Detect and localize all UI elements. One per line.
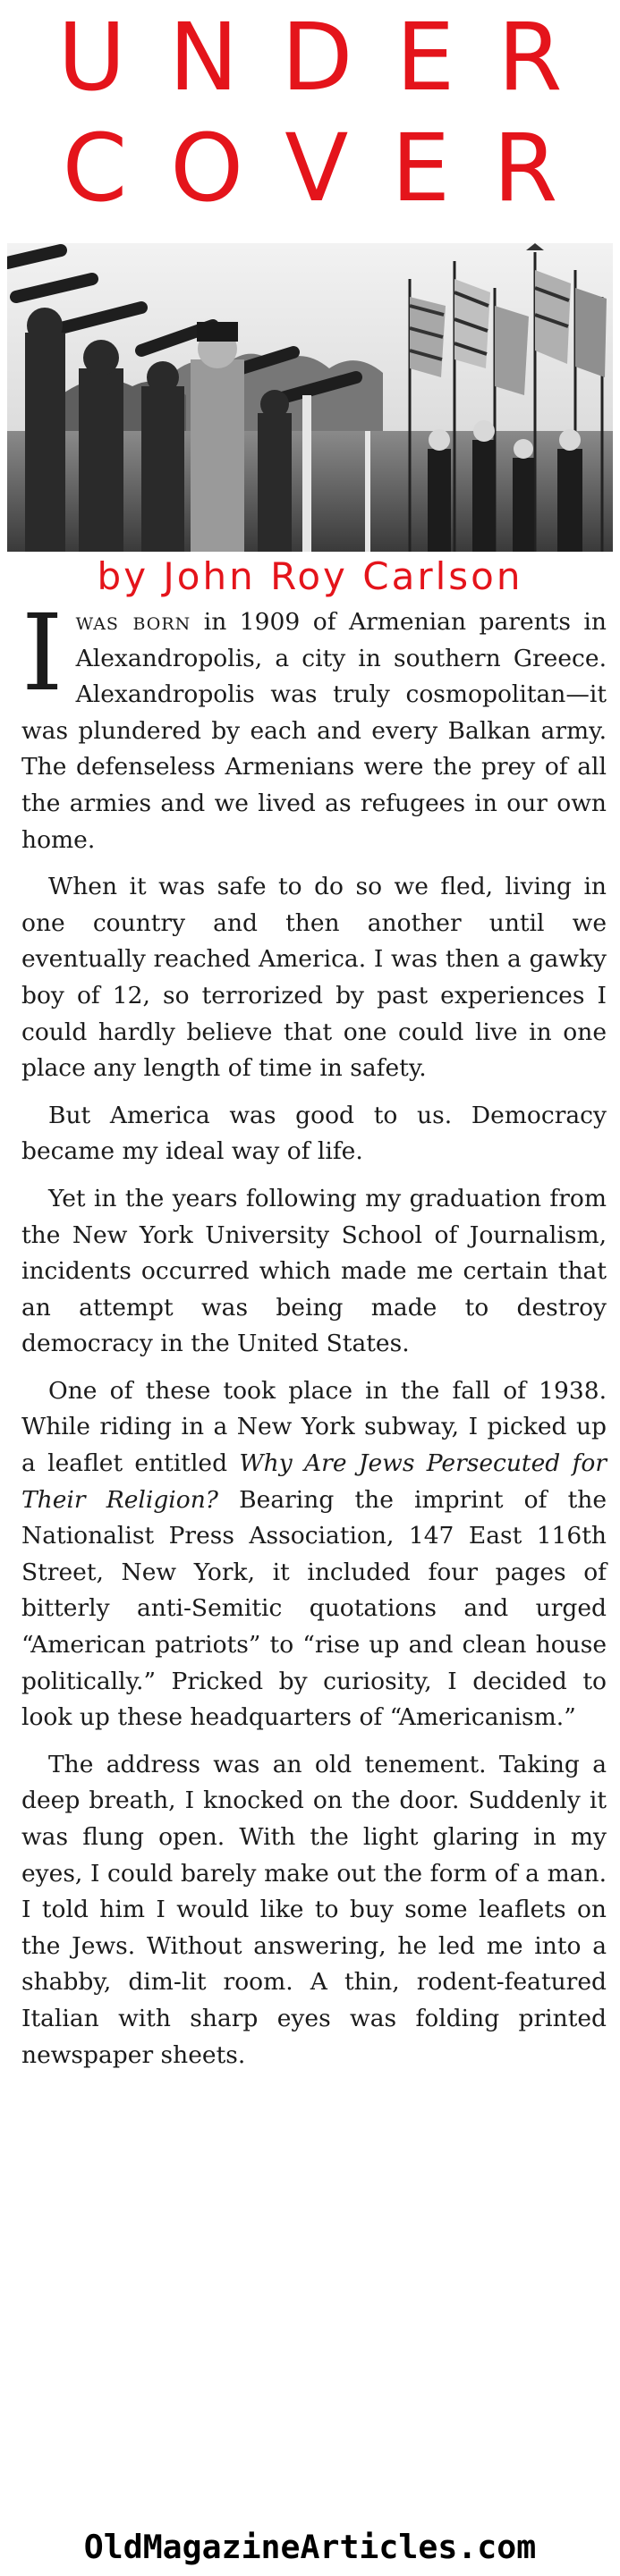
site-watermark: OldMagazineArticles.com <box>83 2528 537 2566</box>
paragraph-1 <box>21 591 607 858</box>
paragraph-6: The address was an old tenement. Taking a deep breath, I knocked on the door. Suddenly it was flung open. With the light glaring in my eyes, I could barely make out the form of a man. I told him I would like to buy some leaflets on the Jews. Without answering, he led me into a shabby, dim-lit room. A thin, rodent-featured Italian with sharp eyes was folding printed newspaper sheets. <box>21 1750 607 2069</box>
paragraph-5-text-a: One of these took place in the fall of 1938. While riding in a New York subway, I picked up a leaflet entitled <box>21 1376 607 1478</box>
byline: by John Roy Carlson <box>97 554 523 598</box>
leaflet-title: Why Are Jews Persecuted for Their Religion? <box>21 1449 607 1514</box>
paragraph-3: But America was good to us. Democracy became my ideal way of life. <box>21 1101 607 1166</box>
paragraph-2: When it was safe to do so we fled, living in one country and then another until we eventually reached America. I was then a gawky boy of 12, so terrorized by past experiences I could hardly believe that one could live in one place any length of time in safety. <box>21 873 607 1083</box>
headline-line-1: UNDER <box>57 3 606 112</box>
paragraph-1-text: in 1909 of Armenian parents in Alexandropolis, a city in southern Greece. Alexandropolis was truly cosmopolitan—it was plundered by each and every Balkan army. The defenseless Armenians were the prey of all the armies and we lived as refugees in our own home. <box>21 608 607 854</box>
paragraph-5 <box>21 1373 607 1736</box>
paragraph-4: Yet in the years following my graduation from the New York University School of Journalism, incidents occurred which made me certain that an attempt was being made to destroy democracy in the United States. <box>21 1184 607 1358</box>
headline-line-2: COVER <box>62 114 601 223</box>
rally-photo <box>7 243 613 552</box>
article-body <box>21 591 607 2084</box>
paragraph-5-text-b: Bearing the imprint of the Nationalist Press Association, 147 East 116th Street, New York, it included four pages of bitterly anti-Semitic quotations and urged “American patriots” to “rise up and clean house politically.” Pricked by curiosity, I decided to look up these headquarters of “Americanism.” <box>21 1485 607 1732</box>
drop-cap: I <box>21 591 64 714</box>
lead-in: was born <box>75 608 191 636</box>
